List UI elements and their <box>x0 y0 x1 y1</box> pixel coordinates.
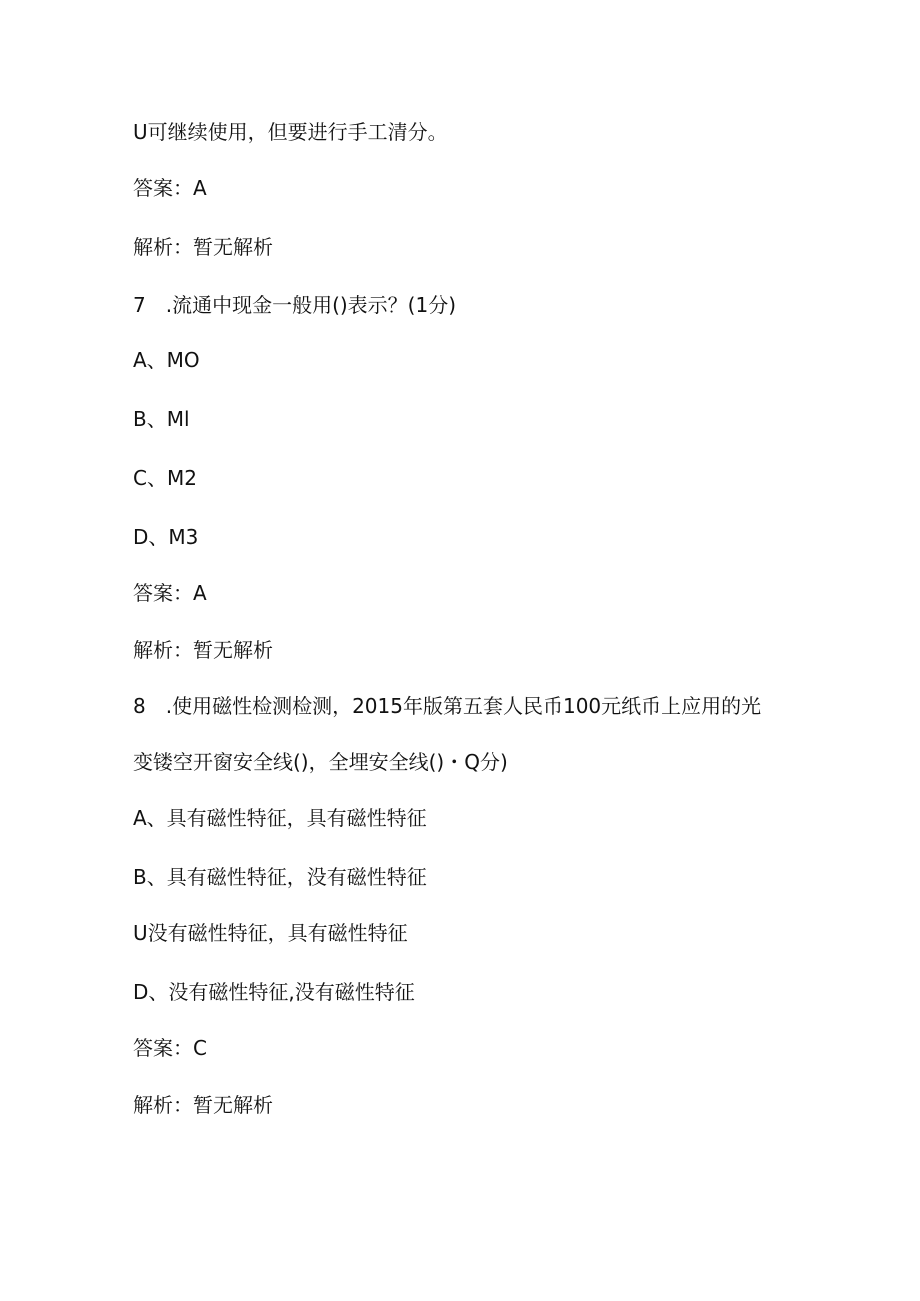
answer-q6: 答案：A <box>133 176 207 200</box>
analysis-q6: 解析：暂无解析 <box>133 235 273 259</box>
q8-option-a: A、具有磁性特征，具有磁性特征 <box>133 806 427 830</box>
question-8-line-2: 变镂空开窗安全线()，全埋安全线()・Q分) <box>133 750 508 774</box>
q8-option-b: B、具有磁性特征，没有磁性特征 <box>133 865 427 889</box>
answer-q7: 答案：A <box>133 581 207 605</box>
analysis-q7: 解析：暂无解析 <box>133 638 273 662</box>
option-c-continuation-text: U可继续使用，但要进行手工清分。 <box>133 120 448 144</box>
analysis-q8: 解析：暂无解析 <box>133 1093 273 1117</box>
q8-option-d: D、没有磁性特征,没有磁性特征 <box>133 980 415 1004</box>
question-7: 7 .流通中现金一般用()表示？(1分) <box>133 293 457 317</box>
q7-option-c: C、M2 <box>133 466 197 490</box>
answer-q8: 答案：C <box>133 1036 207 1060</box>
q8-option-c: U没有磁性特征，具有磁性特征 <box>133 921 408 945</box>
q7-option-a: A、MO <box>133 348 200 372</box>
q7-option-d: D、M3 <box>133 525 199 549</box>
question-8-line-1: 8 .使用磁性检测检测，2015年版第五套人民币100元纸币上应用的光 <box>133 694 762 718</box>
q7-option-b: B、Ml <box>133 407 190 431</box>
